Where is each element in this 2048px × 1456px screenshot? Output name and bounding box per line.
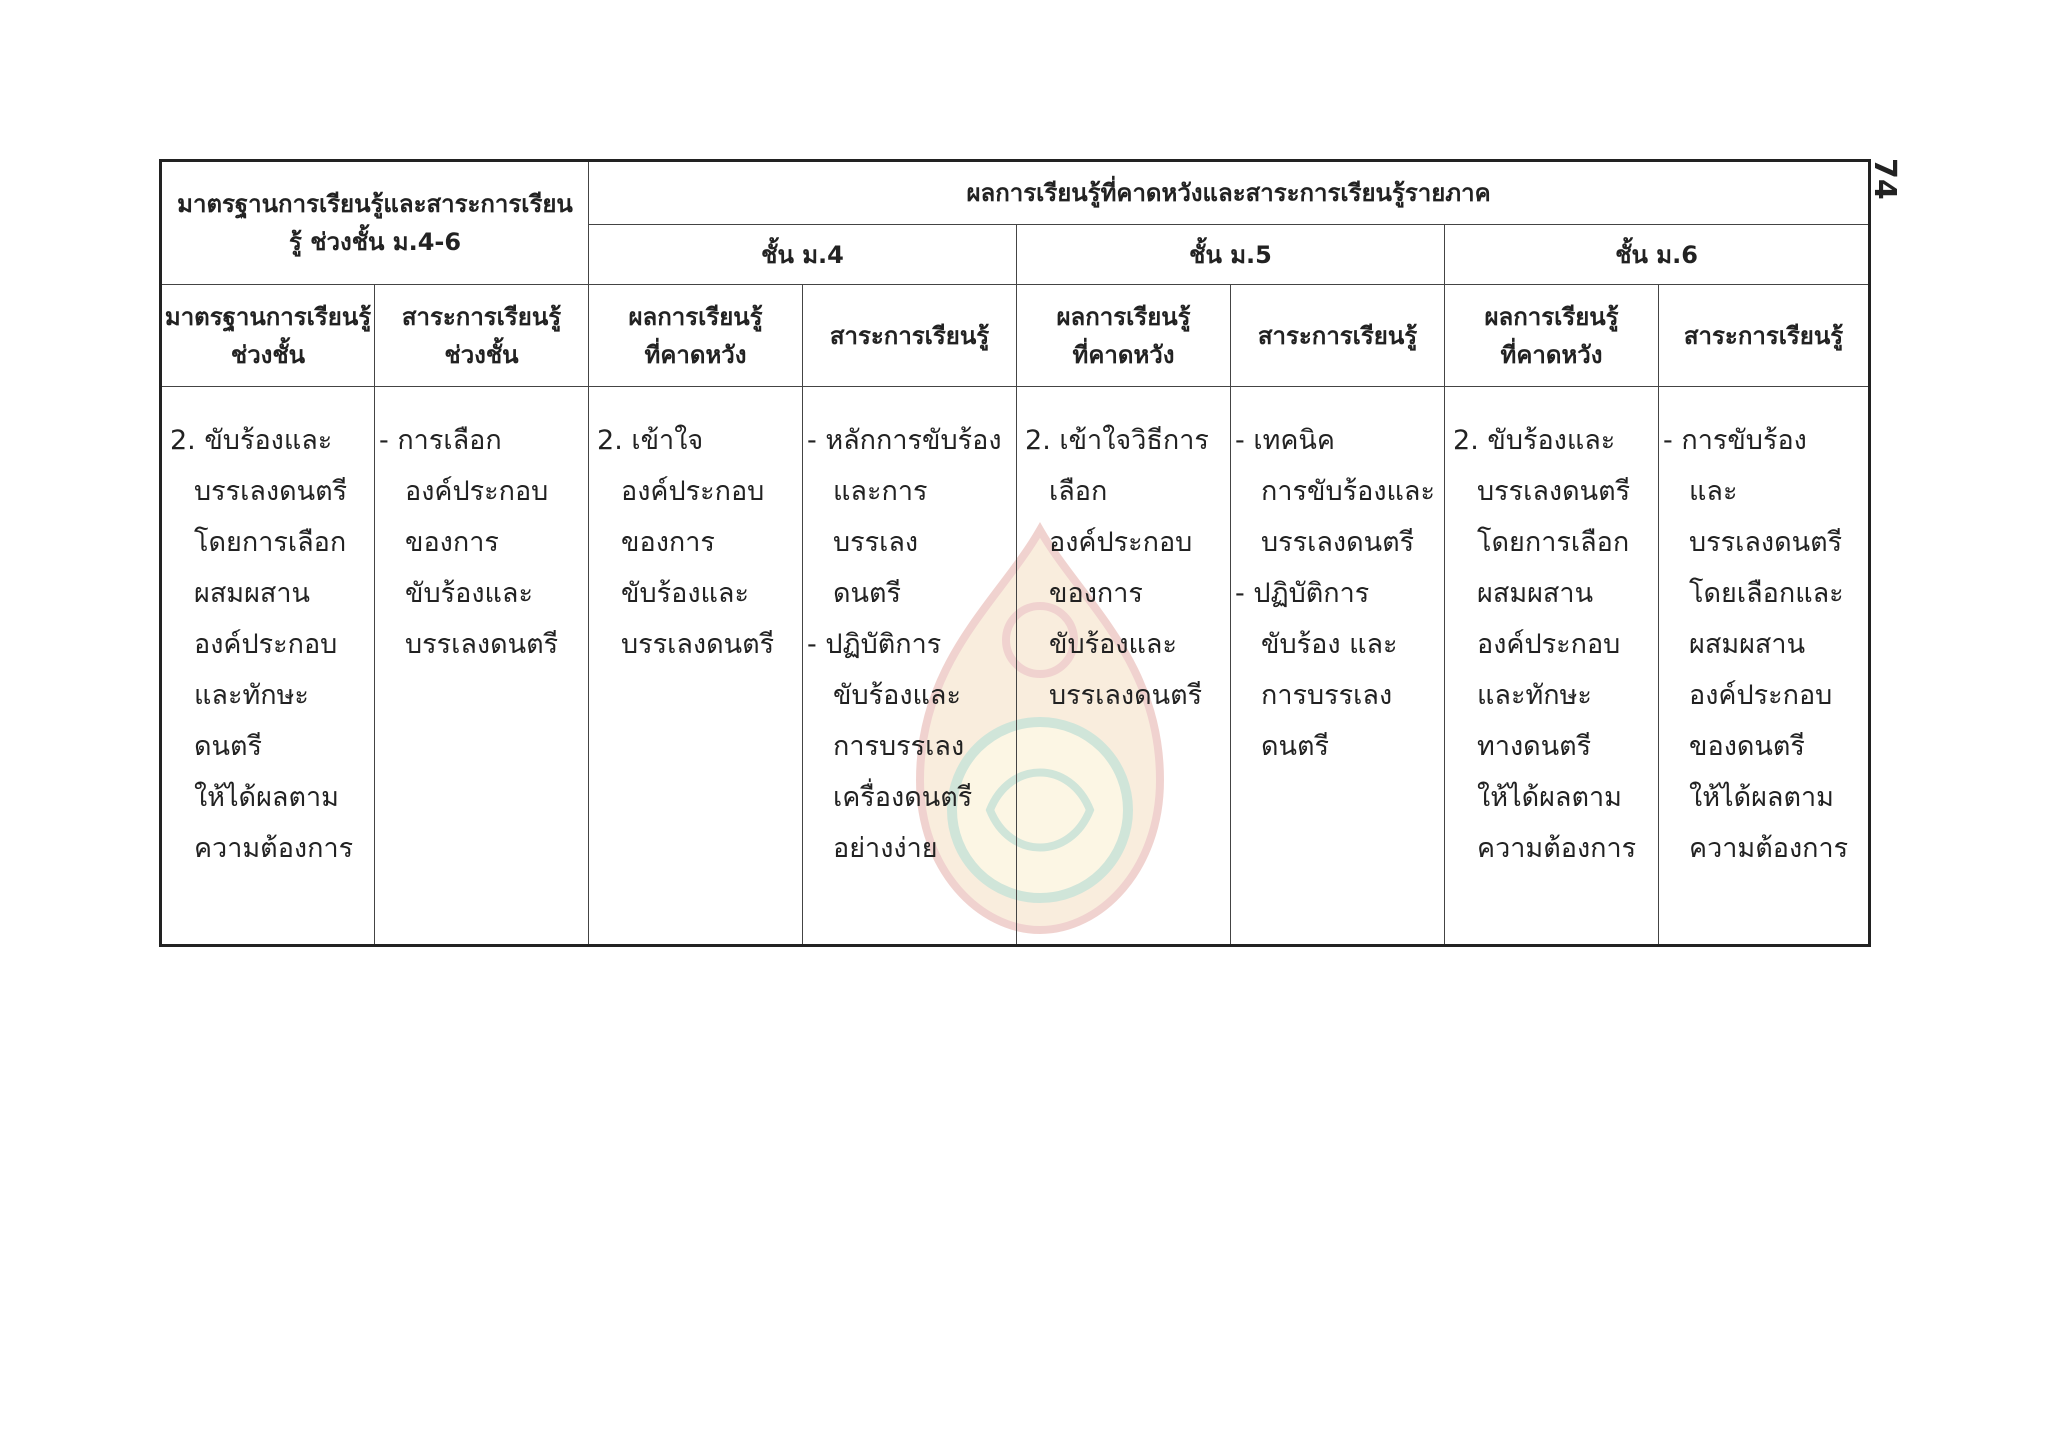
cell-m5-outcome — [1017, 387, 1231, 946]
subheader-standard: มาตรฐานการเรียนรู้ ช่วงชั้น — [161, 285, 375, 387]
header-standards-group-label: มาตรฐานการเรียนรู้และสาระการเรียนรู้ ช่วงชั้น ม.4-6 — [177, 190, 573, 256]
cell-standard — [161, 387, 375, 946]
m5-subject-item: - เทคนิค การขับร้องและ บรรเลงดนตรี — [1235, 425, 1435, 558]
m6-subject-list — [1659, 415, 1868, 874]
m5-subject-list — [1231, 415, 1444, 772]
subheader-content: สาระการเรียนรู้ ช่วงชั้น — [375, 285, 589, 387]
m4-subject-item: - หลักการขับร้อง และการบรรเลง ดนตรี — [807, 425, 1002, 609]
cell-m6-outcome — [1445, 387, 1659, 946]
subheader-m5-subject: สาระการเรียนรู้ — [1231, 285, 1445, 387]
header-grade-m4: ชั้น ม.4 — [589, 225, 1017, 285]
subheader-m6-outcome: ผลการเรียนรู้ ที่คาดหวัง — [1445, 285, 1659, 387]
header-outcomes-group-label: ผลการเรียนรู้ที่คาดหวังและสาระการเรียนรู้รายภาค — [966, 179, 1491, 207]
content-list — [375, 415, 588, 670]
subheader-m4-subject: สาระการเรียนรู้ — [803, 285, 1017, 387]
subheader-m5-outcome: ผลการเรียนรู้ ที่คาดหวัง — [1017, 285, 1231, 387]
m5-outcome-text: 2. เข้าใจวิธีการเลือก องค์ประกอบ ของการ ขับร้องและ บรรเลงดนตรี — [1025, 425, 1209, 711]
header-grade-m5: ชั้น ม.5 — [1017, 225, 1445, 285]
subheader-m4-outcome: ผลการเรียนรู้ ที่คาดหวัง — [589, 285, 803, 387]
m4-outcome-text: 2. เข้าใจ องค์ประกอบ ของการ ขับร้องและ บรรเลงดนตรี — [597, 425, 775, 660]
cell-m4-subject — [803, 387, 1017, 946]
cell-m5-subject — [1231, 387, 1445, 946]
m6-outcome-text: 2. ขับร้องและ บรรเลงดนตรี โดยการเลือก ผสมผสาน องค์ประกอบ และทักษะ ทางดนตรี ให้ได้ผลตาม ความต้องการ — [1453, 425, 1637, 864]
m4-subject-item: - ปฏิบัติการ ขับร้องและ การบรรเลง เครื่องดนตรี อย่างง่าย — [807, 629, 973, 864]
m6-subject-item: - การขับร้อง และ บรรเลงดนตรี โดยเลือกและ ผสมผสาน องค์ประกอบ ของดนตรี ให้ได้ผลตาม ความต้องการ — [1663, 425, 1849, 864]
header-grade-m6: ชั้น ม.6 — [1445, 225, 1870, 285]
m5-subject-item: - ปฏิบัติการ ขับร้อง และ การบรรเลง ดนตรี — [1235, 578, 1398, 762]
cell-content — [375, 387, 589, 946]
content-item: - การเลือก องค์ประกอบ ของการ ขับร้องและ บรรเลงดนตรี — [379, 425, 559, 660]
cell-m4-outcome — [589, 387, 803, 946]
cell-m6-subject — [1659, 387, 1870, 946]
curriculum-table — [159, 159, 1871, 947]
subheader-m6-subject: สาระการเรียนรู้ — [1659, 285, 1870, 387]
header-outcomes-group — [589, 161, 1870, 225]
header-standards-group — [161, 161, 589, 285]
page-number: 74 — [1867, 158, 1902, 200]
standard-text: 2. ขับร้องและ บรรเลงดนตรี โดยการเลือก ผสมผสาน องค์ประกอบ และทักษะดนตรี ให้ได้ผลตาม ความต้องการ — [170, 425, 354, 864]
m4-subject-list — [803, 415, 1016, 874]
